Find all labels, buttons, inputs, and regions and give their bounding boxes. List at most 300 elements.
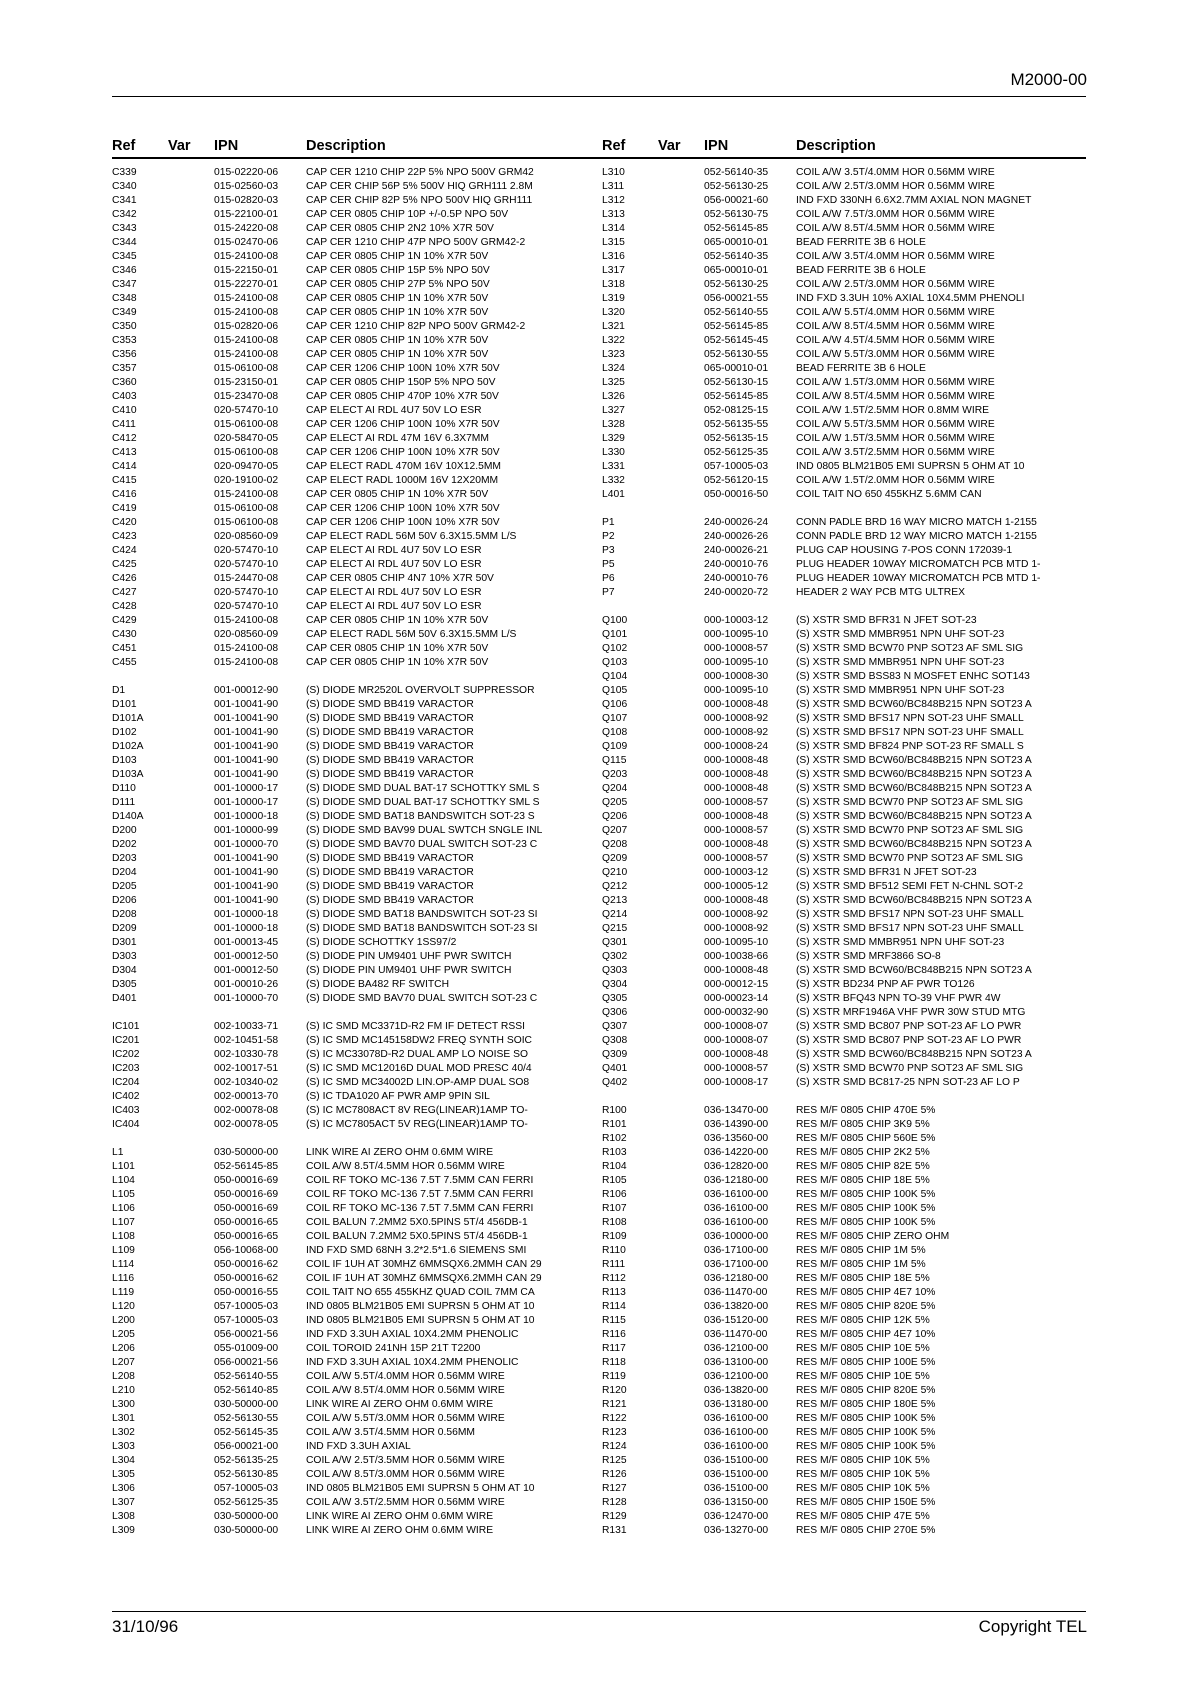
part-description: LINK WIRE AI ZERO OHM 0.6MM WIRE (306, 1399, 494, 1410)
part-ref: Q106 (602, 699, 628, 710)
part-ipn: 020-58470-05 (214, 433, 279, 444)
part-row (112, 922, 592, 936)
part-description: (S) XSTR SMD BCW60/BC848B215 NPN SOT23 A (796, 965, 1032, 976)
part-row (602, 894, 1082, 908)
part-ipn: 015-02820-03 (214, 195, 279, 206)
part-row (112, 838, 592, 852)
part-ref: Q402 (602, 1077, 628, 1088)
part-row (602, 796, 1082, 810)
part-description: RES M/F 0805 CHIP 10E 5% (796, 1371, 930, 1382)
part-description: IND FXD SMD 68NH 3.2*2.5*1.6 SIEMENS SMI (306, 1245, 527, 1256)
part-ref: D303 (112, 951, 137, 962)
part-ipn: 055-01009-00 (214, 1343, 279, 1354)
part-ipn: 015-24100-08 (214, 293, 279, 304)
part-ipn: 050-00016-55 (214, 1287, 279, 1298)
part-description: IND 0805 BLM21B05 EMI SUPRSN 5 OHM AT 10 (306, 1315, 535, 1326)
part-ref: D208 (112, 909, 137, 920)
part-ref: P2 (602, 531, 615, 542)
part-description: CAP CER CHIP 82P 5% NPO 500V HIQ GRH111 (306, 195, 533, 206)
part-ref: IC201 (112, 1035, 140, 1046)
part-row (112, 684, 592, 698)
part-ref: C357 (112, 363, 137, 374)
part-ipn: 000-10095-10 (704, 629, 769, 640)
part-ipn: 036-12470-00 (704, 1511, 769, 1522)
part-ref: C349 (112, 307, 137, 318)
part-ref: C419 (112, 503, 137, 514)
part-description: (S) DIODE SMD BB419 VARACTOR (306, 699, 474, 710)
part-ipn: 036-12100-00 (704, 1343, 769, 1354)
right-parts-list (602, 166, 1082, 1538)
part-row (602, 264, 1082, 278)
part-ref: L401 (602, 489, 625, 500)
part-ref: D200 (112, 825, 137, 836)
part-description: COIL RF TOKO MC-136 7.5T 7.5MM CAN FERRI (306, 1175, 534, 1186)
part-description: CAP CER 0805 CHIP 1N 10% X7R 50V (306, 293, 489, 304)
part-ipn: 020-57470-10 (214, 405, 279, 416)
part-ref: Q103 (602, 657, 628, 668)
part-row (112, 474, 592, 488)
part-description: RES M/F 0805 CHIP 1M 5% (796, 1259, 926, 1270)
part-row (112, 1370, 592, 1384)
part-description: CAP CER 0805 CHIP 1N 10% X7R 50V (306, 657, 489, 668)
part-ref: P3 (602, 545, 615, 556)
part-row (112, 1272, 592, 1286)
part-row (602, 1118, 1082, 1132)
part-description: RES M/F 0805 CHIP 4E7 10% (796, 1329, 936, 1340)
part-description: (S) XSTR SMD BF512 SEMI FET N-CHNL SOT-2 (796, 881, 1024, 892)
part-ref: L306 (112, 1483, 135, 1494)
part-description: CAP CER 1206 CHIP 100N 10% X7R 50V (306, 419, 500, 430)
part-row (112, 390, 592, 404)
part-row (112, 1384, 592, 1398)
part-description: (S) DIODE SMD BB419 VARACTOR (306, 867, 474, 878)
part-description: HEADER 2 WAY PCB MTG ULTREX (796, 587, 965, 598)
part-ref: D301 (112, 937, 137, 948)
part-row (112, 754, 592, 768)
part-row (602, 1202, 1082, 1216)
part-ref: Q100 (602, 615, 628, 626)
part-row (112, 796, 592, 810)
part-row (602, 768, 1082, 782)
part-ipn: 036-15100-00 (704, 1455, 769, 1466)
part-ipn: 015-24470-08 (214, 573, 279, 584)
part-ipn: 000-10008-92 (704, 727, 769, 738)
part-ipn: 000-10003-12 (704, 615, 769, 626)
part-ipn: 050-00016-69 (214, 1175, 279, 1186)
part-row (602, 320, 1082, 334)
part-ipn: 052-56130-15 (704, 377, 769, 388)
part-ref: L310 (602, 167, 625, 178)
part-description: (S) XSTR SMD BCW70 PNP SOT23 AF SML SIG (796, 1063, 1024, 1074)
part-ipn: 240-00026-26 (704, 531, 769, 542)
part-row (602, 740, 1082, 754)
part-ipn: 000-10095-10 (704, 937, 769, 948)
part-ref: Q108 (602, 727, 628, 738)
part-description: CAP ELECT RADL 56M 50V 6.3X15.5MM L/S (306, 629, 517, 640)
part-ref: IC404 (112, 1119, 140, 1130)
part-description: CAP ELECT AI RDL 4U7 50V LO ESR (306, 545, 482, 556)
part-description: COIL A/W 4.5T/4.5MM HOR 0.56MM WIRE (796, 335, 995, 346)
part-ipn: 000-10095-10 (704, 685, 769, 696)
part-ref: D102A (112, 741, 144, 752)
part-ipn: 052-56140-35 (704, 167, 769, 178)
part-description: COIL A/W 2.5T/3.5MM HOR 0.56MM WIRE (306, 1455, 505, 1466)
part-ref: L324 (602, 363, 625, 374)
part-description: IND 0805 BLM21B05 EMI SUPRSN 5 OHM AT 10 (796, 461, 1025, 472)
part-description: CAP CER 1206 CHIP 100N 10% X7R 50V (306, 447, 500, 458)
part-ipn: 000-10005-12 (704, 881, 769, 892)
part-ref: D103A (112, 769, 144, 780)
part-ref: Q401 (602, 1063, 628, 1074)
part-description: RES M/F 0805 CHIP 100K 5% (796, 1217, 936, 1228)
part-ipn: 001-10041-90 (214, 895, 279, 906)
part-ref: R126 (602, 1469, 627, 1480)
part-ref: C348 (112, 293, 137, 304)
header-var: Var (168, 138, 191, 154)
part-row (112, 824, 592, 838)
part-ipn: 052-56145-85 (214, 1161, 279, 1172)
header-ipn: IPN (704, 138, 729, 154)
spacer-row (112, 1132, 592, 1146)
part-ref: Q101 (602, 629, 628, 640)
part-ipn: 000-10008-57 (704, 853, 769, 864)
part-description: (S) DIODE SMD BB419 VARACTOR (306, 727, 474, 738)
part-description: IND FXD 3.3UH 10% AXIAL 10X4.5MM PHENOLI (796, 293, 1025, 304)
part-row (112, 1258, 592, 1272)
document-id: M2000-00 (1010, 70, 1087, 89)
part-ipn: 002-00013-70 (214, 1091, 279, 1102)
part-ipn: 001-10041-90 (214, 867, 279, 878)
part-ipn: 052-56145-35 (214, 1427, 279, 1438)
part-description: COIL BALUN 7.2MM2 5X0.5PINS 5T/4 456DB-1 (306, 1231, 528, 1242)
part-description: RES M/F 0805 CHIP 270E 5% (796, 1525, 936, 1536)
part-description: (S) DIODE SCHOTTKY 1SS97/2 (306, 937, 457, 948)
part-ipn: 065-00010-01 (704, 363, 769, 374)
part-description: PLUG HEADER 10WAY MICROMATCH PCB MTD 1- (796, 573, 1041, 584)
part-ref: D1 (112, 685, 126, 696)
part-ipn: 036-16100-00 (704, 1427, 769, 1438)
part-ref: C344 (112, 237, 137, 248)
part-ref: C411 (112, 419, 136, 430)
right-parts-column (602, 138, 1082, 1536)
part-ref: C356 (112, 349, 137, 360)
part-ref: Q105 (602, 685, 628, 696)
part-ipn: 052-56120-15 (704, 475, 769, 486)
part-ref: C340 (112, 181, 137, 192)
part-row (112, 614, 592, 628)
header-ipn: IPN (214, 138, 239, 154)
part-ref: Q213 (602, 895, 628, 906)
part-ref: L332 (602, 475, 625, 486)
part-row (112, 1300, 592, 1314)
part-ipn: 052-56145-85 (704, 391, 769, 402)
part-ref: R106 (602, 1189, 627, 1200)
part-ref: D101A (112, 713, 144, 724)
part-description: COIL A/W 2.5T/3.0MM HOR 0.56MM WIRE (796, 181, 995, 192)
part-row (602, 1342, 1082, 1356)
part-row (602, 474, 1082, 488)
part-row (602, 418, 1082, 432)
part-description: CAP CER 1206 CHIP 100N 10% X7R 50V (306, 363, 500, 374)
part-row (112, 166, 592, 180)
part-ref: D102 (112, 727, 137, 738)
part-description: RES M/F 0805 CHIP 100K 5% (796, 1413, 936, 1424)
part-description: RES M/F 0805 CHIP 470E 5% (796, 1105, 936, 1116)
part-row (112, 1328, 592, 1342)
part-ipn: 000-10008-57 (704, 825, 769, 836)
part-ipn: 000-10008-57 (704, 1063, 769, 1074)
part-row (112, 320, 592, 334)
part-description: (S) DIODE SMD BB419 VARACTOR (306, 853, 474, 864)
part-description: (S) XSTR BFQ43 NPN TO-39 VHF PWR 4W (796, 993, 1001, 1004)
part-ref: IC204 (112, 1077, 140, 1088)
part-description: BEAD FERRITE 3B 6 HOLE (796, 237, 926, 248)
part-description: RES M/F 0805 CHIP 12K 5% (796, 1315, 930, 1326)
part-ref: R123 (602, 1427, 627, 1438)
part-row (112, 446, 592, 460)
part-ipn: 056-10068-00 (214, 1245, 279, 1256)
part-description: RES M/F 0805 CHIP 10K 5% (796, 1455, 930, 1466)
part-row (112, 264, 592, 278)
part-row (112, 978, 592, 992)
part-description: CAP CER 1210 CHIP 22P 5% NPO 500V GRM42 (306, 167, 534, 178)
part-description: RES M/F 0805 CHIP 18E 5% (796, 1175, 930, 1186)
part-row (112, 740, 592, 754)
part-ref: L205 (112, 1329, 135, 1340)
part-row (602, 922, 1082, 936)
part-description: (S) IC SMD MC145158DW2 FREQ SYNTH SOIC (306, 1035, 532, 1046)
part-ipn: 240-00010-76 (704, 559, 769, 570)
part-description: (S) XSTR SMD BCW60/BC848B215 NPN SOT23 A (796, 839, 1032, 850)
part-ipn: 000-10008-48 (704, 1049, 769, 1060)
part-row (602, 1426, 1082, 1440)
part-description: CAP CER 0805 CHIP 2N2 10% X7R 50V (306, 223, 494, 234)
part-description: CAP CER 1210 CHIP 47P NPO 500V GRM42-2 (306, 237, 526, 248)
part-row (602, 642, 1082, 656)
part-row (602, 1496, 1082, 1510)
part-ref: L308 (112, 1511, 135, 1522)
part-ref: L321 (602, 321, 625, 332)
part-ref: R101 (602, 1119, 627, 1130)
part-row (602, 222, 1082, 236)
part-description: RES M/F 0805 CHIP 3K9 5% (796, 1119, 930, 1130)
part-row (112, 502, 592, 516)
part-row (112, 362, 592, 376)
part-ipn: 000-10008-24 (704, 741, 769, 752)
part-row (112, 1160, 592, 1174)
part-description: CONN PADLE BRD 16 WAY MICRO MATCH 1-2155 (796, 517, 1037, 528)
part-description: COIL A/W 7.5T/3.0MM HOR 0.56MM WIRE (796, 209, 995, 220)
part-ipn: 036-11470-00 (704, 1329, 768, 1340)
part-description: (S) DIODE SMD BAV70 DUAL SWITCH SOT-23 C (306, 993, 538, 1004)
part-row (602, 1132, 1082, 1146)
part-ipn: 000-10095-10 (704, 657, 769, 668)
part-ipn: 036-12820-00 (704, 1161, 769, 1172)
part-ipn: 057-10005-03 (214, 1301, 279, 1312)
part-description: RES M/F 0805 CHIP 100K 5% (796, 1441, 936, 1452)
part-row (602, 628, 1082, 642)
part-description: CAP CER 0805 CHIP 10P +/-0.5P NPO 50V (306, 209, 509, 220)
part-ref: R129 (602, 1511, 627, 1522)
part-description: CAP CER 1206 CHIP 100N 10% X7R 50V (306, 517, 500, 528)
part-ref: L317 (602, 265, 625, 276)
part-ipn: 240-00026-21 (704, 545, 769, 556)
part-ipn: 050-00016-69 (214, 1203, 279, 1214)
part-ipn: 036-16100-00 (704, 1413, 769, 1424)
part-row (112, 1146, 592, 1160)
part-ref: R116 (602, 1329, 626, 1340)
part-ipn: 052-56130-55 (214, 1413, 279, 1424)
part-row (112, 208, 592, 222)
part-ref: C403 (112, 391, 137, 402)
part-description: RES M/F 0805 CHIP 1M 5% (796, 1245, 926, 1256)
part-ipn: 015-06100-08 (214, 363, 279, 374)
part-description: RES M/F 0805 CHIP 47E 5% (796, 1511, 930, 1522)
part-ipn: 015-06100-08 (214, 447, 279, 458)
part-ipn: 000-10008-48 (704, 839, 769, 850)
part-description: RES M/F 0805 CHIP 150E 5% (796, 1497, 936, 1508)
part-ipn: 052-56130-25 (704, 181, 769, 192)
part-row (112, 1426, 592, 1440)
part-row (112, 1496, 592, 1510)
part-ipn: 052-56130-55 (704, 349, 769, 360)
part-description: (S) IC SMD MC12016D DUAL MOD PRESC 40/4 (306, 1063, 532, 1074)
part-description: LINK WIRE AI ZERO OHM 0.6MM WIRE (306, 1147, 494, 1158)
part-ref: C353 (112, 335, 137, 346)
part-description: (S) DIODE SMD BB419 VARACTOR (306, 755, 474, 766)
part-row (602, 698, 1082, 712)
part-description: (S) XSTR SMD MMBR951 NPN UHF SOT-23 (796, 657, 1005, 668)
part-ref: P7 (602, 587, 615, 598)
part-row (602, 670, 1082, 684)
part-description: COIL IF 1UH AT 30MHZ 6MMSQX6.2MMH CAN 29 (306, 1259, 542, 1270)
part-ipn: 015-22100-01 (214, 209, 279, 220)
part-ipn: 052-56130-25 (704, 279, 769, 290)
part-row (602, 838, 1082, 852)
part-description: CAP CER 0805 CHIP 1N 10% X7R 50V (306, 489, 489, 500)
part-description: COIL A/W 5.5T/3.0MM HOR 0.56MM WIRE (306, 1413, 505, 1424)
part-ipn: 030-50000-00 (214, 1525, 279, 1536)
part-ref: Q302 (602, 951, 628, 962)
part-ipn: 020-57470-10 (214, 601, 279, 612)
part-description: CAP CER 0805 CHIP 470P 10% X7R 50V (306, 391, 499, 402)
part-row (602, 684, 1082, 698)
part-description: BEAD FERRITE 3B 6 HOLE (796, 363, 926, 374)
part-description: RES M/F 0805 CHIP 820E 5% (796, 1385, 936, 1396)
part-description: (S) XSTR SMD BFS17 NPN SOT-23 UHF SMALL (796, 923, 1024, 934)
part-row (602, 306, 1082, 320)
part-ipn: 000-10008-07 (704, 1021, 769, 1032)
part-row (112, 404, 592, 418)
part-description: (S) XSTR SMD BCW70 PNP SOT23 AF SML SIG (796, 825, 1024, 836)
part-row (602, 1216, 1082, 1230)
part-ipn: 036-16100-00 (704, 1217, 769, 1228)
part-description: COIL A/W 2.5T/3.0MM HOR 0.56MM WIRE (796, 279, 995, 290)
part-ref: R122 (602, 1413, 627, 1424)
part-row (602, 1468, 1082, 1482)
part-ref: Q209 (602, 853, 628, 864)
part-description: COIL A/W 1.5T/2.5MM HOR 0.8MM WIRE (796, 405, 990, 416)
part-row (112, 936, 592, 950)
right-column-header (602, 138, 1082, 157)
part-row (112, 1062, 592, 1076)
part-ipn: 015-22270-01 (214, 279, 279, 290)
part-row (112, 418, 592, 432)
part-description: COIL RF TOKO MC-136 7.5T 7.5MM CAN FERRI (306, 1189, 534, 1200)
part-row (602, 558, 1082, 572)
part-ref: C420 (112, 517, 137, 528)
part-ipn: 002-00078-08 (214, 1105, 279, 1116)
part-row (602, 950, 1082, 964)
part-ref: Q210 (602, 867, 628, 878)
part-row (602, 1482, 1082, 1496)
part-row (112, 236, 592, 250)
part-ipn: 000-10008-17 (704, 1077, 769, 1088)
part-description: CAP CER 0805 CHIP 150P 5% NPO 50V (306, 377, 496, 388)
part-description: COIL A/W 3.5T/4.0MM HOR 0.56MM WIRE (796, 251, 995, 262)
part-row (112, 292, 592, 306)
part-row (112, 586, 592, 600)
part-ref: C455 (112, 657, 137, 668)
part-ipn: 036-17100-00 (704, 1245, 769, 1256)
part-row (112, 782, 592, 796)
part-description: (S) XSTR MRF1946A VHF PWR 30W STUD MTG (796, 1007, 1026, 1018)
part-ipn: 000-10008-48 (704, 811, 769, 822)
part-description: RES M/F 0805 CHIP 820E 5% (796, 1301, 936, 1312)
part-ipn: 036-16100-00 (704, 1203, 769, 1214)
part-ipn: 001-00010-26 (214, 979, 279, 990)
part-ipn: 052-56140-55 (214, 1371, 279, 1382)
footer-rule (112, 1611, 1086, 1612)
part-row (602, 516, 1082, 530)
part-ipn: 000-10008-57 (704, 643, 769, 654)
part-ipn: 036-15120-00 (704, 1315, 769, 1326)
footer-copyright: Copyright TEL (978, 1617, 1087, 1636)
part-description: RES M/F 0805 CHIP 2K2 5% (796, 1147, 930, 1158)
part-ref: C413 (112, 447, 137, 458)
part-ipn: 036-14390-00 (704, 1119, 769, 1130)
part-row (112, 488, 592, 502)
part-description: (S) XSTR SMD BCW60/BC848B215 NPN SOT23 A (796, 811, 1032, 822)
header-description: Description (306, 138, 386, 154)
part-ref: L312 (602, 195, 625, 206)
part-description: (S) DIODE SMD DUAL BAT-17 SCHOTTKY SML S (306, 783, 540, 794)
part-ref: Q212 (602, 881, 628, 892)
part-ref: L119 (112, 1287, 135, 1298)
part-description: COIL A/W 5.5T/4.0MM HOR 0.56MM WIRE (796, 307, 995, 318)
part-row (602, 1398, 1082, 1412)
part-ref: R118 (602, 1357, 626, 1368)
part-ref: C345 (112, 251, 137, 262)
spacer-row (602, 502, 1082, 516)
part-ipn: 065-00010-01 (704, 265, 769, 276)
part-row (602, 726, 1082, 740)
part-description: RES M/F 0805 CHIP 560E 5% (796, 1133, 936, 1144)
part-ipn: 020-09470-05 (214, 461, 279, 472)
part-ref: L329 (602, 433, 625, 444)
part-ref: D304 (112, 965, 137, 976)
part-description: (S) DIODE PIN UM9401 UHF PWR SWITCH (306, 965, 512, 976)
part-row (112, 1412, 592, 1426)
part-description: IND FXD 330NH 6.6X2.7MM AXIAL NON MAGNET (796, 195, 1032, 206)
part-row (112, 894, 592, 908)
part-description: CAP CER 0805 CHIP 27P 5% NPO 50V (306, 279, 490, 290)
part-ipn: 015-06100-08 (214, 503, 279, 514)
part-row (602, 1062, 1082, 1076)
part-ipn: 000-10008-48 (704, 783, 769, 794)
part-ref: L303 (112, 1441, 135, 1452)
part-ref: L325 (602, 377, 625, 388)
